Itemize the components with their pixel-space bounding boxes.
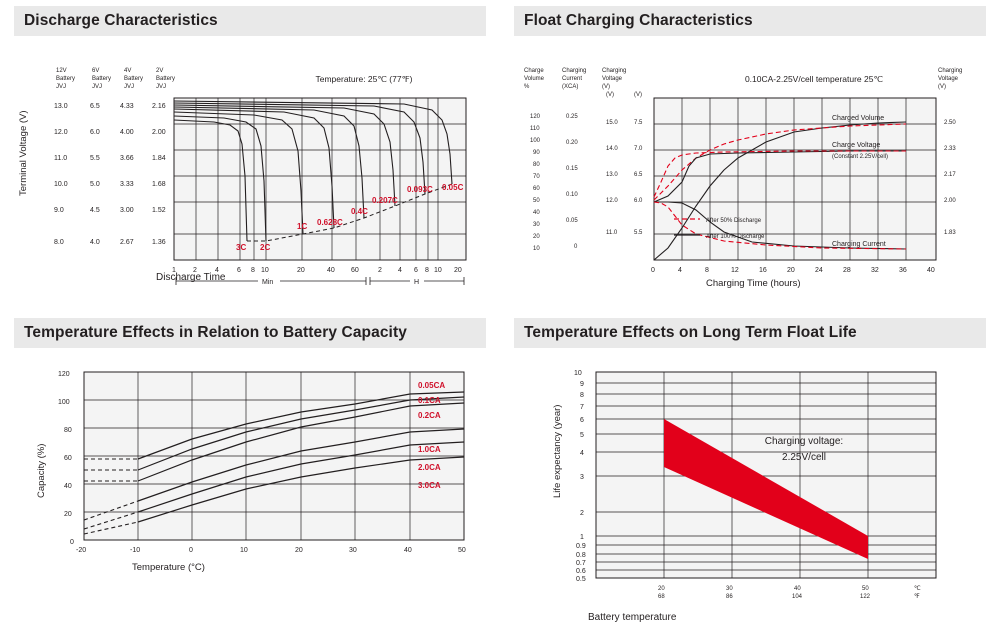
svg-text:100: 100 [530, 138, 541, 144]
float-life-xticks [658, 586, 921, 600]
svg-text:4: 4 [215, 267, 219, 274]
discharge-scale-2v [152, 103, 166, 246]
svg-text:9: 9 [580, 381, 584, 388]
svg-text:0.20: 0.20 [566, 140, 578, 146]
page-title: Temperature Effects on Long Term Float Life [524, 324, 857, 341]
discharge-xlabel: Discharge Time [156, 272, 226, 283]
svg-text:60: 60 [351, 267, 359, 274]
svg-text:6.5: 6.5 [90, 103, 100, 110]
svg-text:6.0: 6.0 [90, 129, 100, 136]
svg-text:Charged Volume: Charged Volume [832, 115, 885, 122]
svg-text:7: 7 [580, 404, 584, 411]
svg-text:0.05CA: 0.05CA [418, 381, 446, 390]
svg-text:10: 10 [240, 547, 248, 554]
page-title: Temperature Effects in Relation to Battery Capacity [24, 324, 407, 341]
discharge-column-headers [56, 68, 175, 90]
svg-text:13.0: 13.0 [54, 103, 68, 110]
svg-text:4: 4 [398, 267, 402, 274]
svg-text:86: 86 [726, 594, 733, 600]
temp-capacity-plot [14, 348, 486, 600]
svg-text:0.05C: 0.05C [442, 183, 464, 192]
svg-text:3C: 3C [236, 243, 247, 252]
svg-text:60: 60 [64, 455, 72, 462]
svg-text:0: 0 [574, 244, 578, 250]
panel-float-life [500, 312, 1000, 623]
svg-text:70: 70 [533, 174, 540, 180]
svg-text:11.0: 11.0 [606, 230, 618, 236]
svg-text:JVJ: JVJ [156, 84, 167, 90]
discharge-scale-4v [120, 103, 134, 246]
svg-text:Charging: Charging [562, 68, 587, 74]
svg-text:12.0: 12.0 [54, 129, 68, 136]
svg-text:1: 1 [172, 267, 176, 274]
discharge-scale-6v [90, 103, 100, 246]
temp-capacity-xlabel: Temperature (°C) [132, 562, 205, 573]
svg-text:0.207C: 0.207C [372, 196, 398, 205]
svg-text:7.5: 7.5 [634, 120, 643, 126]
svg-text:14.0: 14.0 [606, 146, 618, 152]
svg-text:1.52: 1.52 [152, 207, 166, 214]
svg-text:6.0: 6.0 [634, 198, 643, 204]
svg-text:10: 10 [261, 267, 269, 274]
svg-text:4.5: 4.5 [90, 207, 100, 214]
svg-text:2: 2 [378, 267, 382, 274]
svg-text:15.0: 15.0 [606, 120, 618, 126]
svg-text:0.8: 0.8 [576, 552, 586, 559]
svg-text:Battery: Battery [124, 76, 144, 82]
svg-text:After 100% Discharge: After 100% Discharge [706, 234, 765, 240]
svg-text:20: 20 [454, 267, 462, 274]
svg-text:4: 4 [678, 267, 682, 274]
svg-text:8.0: 8.0 [54, 239, 64, 246]
svg-text:7.0: 7.0 [634, 146, 643, 152]
svg-text:6: 6 [580, 417, 584, 424]
svg-text:0.10: 0.10 [566, 192, 578, 198]
svg-text:0: 0 [189, 547, 193, 554]
svg-text:0.628C: 0.628C [317, 218, 343, 227]
svg-text:50: 50 [533, 198, 540, 204]
svg-text:30: 30 [349, 547, 357, 554]
svg-text:20: 20 [533, 234, 540, 240]
svg-text:8: 8 [580, 392, 584, 399]
svg-text:20: 20 [297, 267, 305, 274]
svg-text:3.0CA: 3.0CA [418, 481, 441, 490]
svg-text:20: 20 [787, 267, 795, 274]
svg-text:Voltage: Voltage [602, 76, 623, 82]
svg-text:JVJ: JVJ [56, 84, 67, 90]
svg-text:%: % [524, 84, 530, 90]
svg-text:13.0: 13.0 [606, 172, 618, 178]
svg-text:90: 90 [533, 150, 540, 156]
svg-text:8: 8 [705, 267, 709, 274]
svg-text:Charge: Charge [524, 68, 544, 74]
svg-text:JVJ: JVJ [92, 84, 103, 90]
svg-text:0.6: 0.6 [576, 568, 586, 575]
svg-text:68: 68 [658, 594, 665, 600]
svg-text:16: 16 [759, 267, 767, 274]
float-life-plot [514, 348, 986, 623]
float-scale-voltage-left [606, 92, 618, 236]
svg-text:(V): (V) [602, 84, 610, 90]
panel-temp-capacity [0, 312, 500, 599]
svg-text:Current: Current [562, 76, 583, 82]
svg-text:40: 40 [794, 586, 801, 592]
float-life-ylabel: Life expectancy (year) [552, 404, 563, 498]
svg-text:2.16: 2.16 [152, 103, 166, 110]
svg-text:2.00: 2.00 [152, 129, 166, 136]
float-scale-current [566, 114, 578, 250]
discharge-ylabel: Terminal Voltage (V) [18, 110, 29, 196]
svg-text:80: 80 [64, 427, 72, 434]
svg-text:12V: 12V [56, 68, 67, 74]
svg-text:4.33: 4.33 [120, 103, 134, 110]
svg-text:122: 122 [860, 594, 871, 600]
float-xticks [651, 267, 935, 274]
svg-text:4: 4 [580, 450, 584, 457]
svg-text:2.25V/cell: 2.25V/cell [782, 452, 826, 463]
svg-text:2.0CA: 2.0CA [418, 463, 441, 472]
svg-text:Charging voltage:: Charging voltage: [764, 436, 844, 447]
temp-capacity-ylabel: Capacity (%) [36, 443, 47, 498]
svg-text:℉: ℉ [914, 594, 920, 600]
svg-text:6V: 6V [92, 68, 100, 74]
svg-text:40: 40 [404, 547, 412, 554]
svg-text:2.67: 2.67 [120, 239, 134, 246]
svg-text:100: 100 [58, 399, 70, 406]
svg-text:50: 50 [862, 586, 869, 592]
svg-text:0.1CA: 0.1CA [418, 396, 441, 405]
svg-text:3: 3 [580, 474, 584, 481]
svg-text:40: 40 [533, 210, 540, 216]
float-axis-headers [524, 68, 962, 90]
svg-text:0.5: 0.5 [576, 576, 586, 583]
svg-text:12.0: 12.0 [606, 198, 618, 204]
svg-text:(V): (V) [938, 84, 946, 90]
svg-text:Battery: Battery [56, 76, 76, 82]
svg-text:(V): (V) [634, 92, 642, 98]
svg-text:2V: 2V [156, 68, 164, 74]
svg-text:-10: -10 [130, 547, 141, 554]
svg-text:2C: 2C [260, 243, 271, 252]
svg-text:Battery: Battery [156, 76, 176, 82]
svg-text:1.84: 1.84 [152, 155, 166, 162]
float-scale-voltage-right [944, 120, 956, 236]
svg-text:3.33: 3.33 [120, 181, 134, 188]
svg-text:5.5: 5.5 [634, 230, 643, 236]
svg-text:Charging: Charging [602, 68, 627, 74]
svg-text:20: 20 [295, 547, 303, 554]
svg-text:0.05: 0.05 [566, 218, 578, 224]
discharge-plot [14, 36, 486, 288]
svg-text:20: 20 [658, 586, 665, 592]
svg-text:2.00: 2.00 [944, 198, 956, 204]
svg-text:(V): (V) [606, 92, 614, 98]
svg-text:4.0: 4.0 [90, 239, 100, 246]
svg-text:3.00: 3.00 [120, 207, 134, 214]
panel-float-charging [500, 0, 1000, 312]
svg-text:60: 60 [533, 186, 540, 192]
svg-text:Volume: Volume [524, 76, 545, 82]
svg-text:Charge Voltage: Charge Voltage [832, 142, 881, 149]
svg-text:4.00: 4.00 [120, 129, 134, 136]
svg-text:-20: -20 [76, 547, 87, 554]
svg-text:0.7: 0.7 [576, 560, 586, 567]
svg-text:Battery: Battery [92, 76, 112, 82]
svg-text:10.0: 10.0 [54, 181, 68, 188]
svg-text:0.2CA: 0.2CA [418, 411, 441, 420]
svg-text:1.83: 1.83 [944, 230, 956, 236]
svg-text:5.0: 5.0 [90, 181, 100, 188]
float-life-xlabel: Battery temperature [588, 612, 677, 623]
svg-text:30: 30 [726, 586, 733, 592]
svg-text:11.0: 11.0 [54, 155, 68, 162]
svg-text:2: 2 [580, 510, 584, 517]
svg-text:0.4C: 0.4C [351, 207, 368, 216]
svg-text:4V: 4V [124, 68, 132, 74]
svg-text:10: 10 [533, 246, 540, 252]
page-title: Discharge Characteristics [24, 12, 218, 29]
svg-text:104: 104 [792, 594, 803, 600]
svg-text:(Constant 2.25V/cell): (Constant 2.25V/cell) [832, 154, 889, 160]
float-xlabel: Charging Time (hours) [706, 278, 801, 289]
panel-discharge-header [14, 6, 486, 36]
svg-text:0.093C: 0.093C [407, 185, 433, 194]
temp-capacity-yticks [58, 371, 74, 546]
svg-text:2.50: 2.50 [944, 120, 956, 126]
float-scale-voltage-mid [634, 92, 643, 236]
float-scale-volume [530, 114, 541, 252]
panel-temp-capacity-header [14, 318, 486, 348]
svg-text:Charging Current: Charging Current [832, 241, 886, 248]
svg-text:0: 0 [70, 539, 74, 546]
float-plot [514, 36, 986, 288]
svg-text:6: 6 [237, 267, 241, 274]
svg-text:2.33: 2.33 [944, 146, 956, 152]
svg-text:5.5: 5.5 [90, 155, 100, 162]
svg-text:0.25: 0.25 [566, 114, 578, 120]
svg-text:1C: 1C [297, 222, 308, 231]
svg-text:1.68: 1.68 [152, 181, 166, 188]
discharge-note: Temperature: 25℃ (77℉) [315, 74, 413, 84]
page-title: Float Charging Characteristics [524, 12, 753, 29]
svg-text:℃: ℃ [914, 586, 921, 592]
svg-text:3.66: 3.66 [120, 155, 134, 162]
svg-text:28: 28 [843, 267, 851, 274]
svg-text:40: 40 [927, 267, 935, 274]
discharge-scale-12v [54, 103, 68, 246]
svg-text:80: 80 [533, 162, 540, 168]
svg-text:After 50% Discharge: After 50% Discharge [706, 218, 762, 224]
panel-float-header [514, 6, 986, 36]
svg-text:10: 10 [434, 267, 442, 274]
svg-text:50: 50 [458, 547, 466, 554]
svg-text:0.9: 0.9 [576, 543, 586, 550]
svg-text:40: 40 [64, 483, 72, 490]
svg-text:30: 30 [533, 222, 540, 228]
svg-text:2: 2 [193, 267, 197, 274]
svg-text:40: 40 [327, 267, 335, 274]
svg-text:8: 8 [251, 267, 255, 274]
svg-text:120: 120 [530, 114, 541, 120]
svg-text:2.17: 2.17 [944, 172, 956, 178]
svg-text:36: 36 [899, 267, 907, 274]
svg-text:12: 12 [731, 267, 739, 274]
svg-text:Voltage: Voltage [938, 76, 959, 82]
svg-text:0: 0 [651, 267, 655, 274]
svg-text:32: 32 [871, 267, 879, 274]
svg-text:10: 10 [574, 370, 582, 377]
panel-float-life-header [514, 318, 986, 348]
svg-text:1.0CA: 1.0CA [418, 445, 441, 454]
svg-text:0.15: 0.15 [566, 166, 578, 172]
svg-text:120: 120 [58, 371, 70, 378]
svg-text:20: 20 [64, 511, 72, 518]
panel-discharge [0, 0, 500, 312]
discharge-xlabel-h: H [414, 279, 420, 286]
svg-text:Charging: Charging [938, 68, 963, 74]
svg-text:24: 24 [815, 267, 823, 274]
svg-text:(XCA): (XCA) [562, 84, 579, 90]
discharge-xlabel-min: Min [262, 279, 274, 286]
svg-text:6: 6 [414, 267, 418, 274]
svg-text:6.5: 6.5 [634, 172, 643, 178]
svg-text:9.0: 9.0 [54, 207, 64, 214]
svg-text:5: 5 [580, 432, 584, 439]
float-life-yticks [574, 370, 586, 583]
svg-text:JVJ: JVJ [124, 84, 135, 90]
svg-text:8: 8 [425, 267, 429, 274]
temp-capacity-xticks [76, 547, 466, 554]
svg-text:110: 110 [530, 126, 540, 132]
float-note: 0.10CA-2.25V/cell temperature 25℃ [744, 74, 884, 84]
svg-text:1: 1 [580, 534, 584, 541]
svg-text:1.36: 1.36 [152, 239, 166, 246]
